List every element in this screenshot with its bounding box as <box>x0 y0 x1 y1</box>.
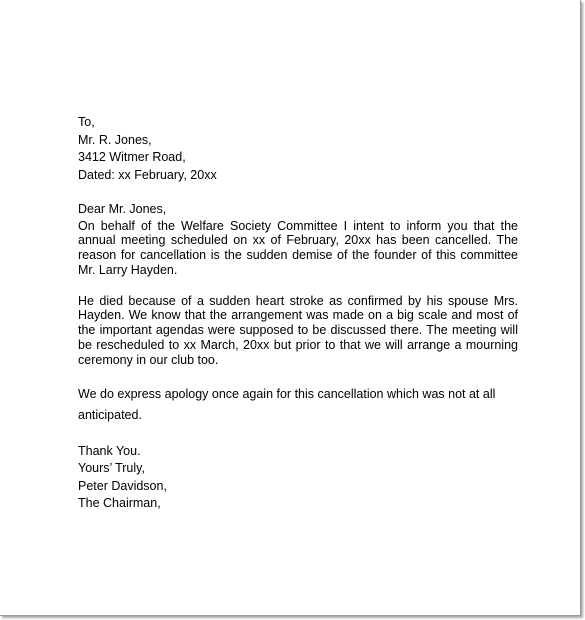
signer-title: The Chairman, <box>78 496 161 511</box>
closing-regards: Yours’ Truly, <box>78 461 145 476</box>
recipient-to: To, <box>78 115 95 129</box>
closing-thanks: Thank You. <box>78 443 141 458</box>
paragraph-cancellation: On behalf of the Welfare Society Committee I intent to inform you that the annual meeting scheduled on xx of February, 20xx has been cancelled. The reason for cancellation is the sudden demise of the founder of this committee Mr. Larry Hayden. <box>78 218 518 277</box>
salutation: Dear Mr. Jones, <box>78 202 167 216</box>
recipient-address: 3412 Witmer Road, <box>78 150 186 164</box>
paragraph-apology: We do express apology once again for this cancellation which was not at all anticipated. <box>78 386 496 422</box>
signer-name: Peter Davidson, <box>78 478 167 493</box>
letter-body <box>78 114 518 513</box>
letter-date: Dated: xx February, 20xx <box>78 167 217 182</box>
recipient-name: Mr. R. Jones, <box>78 132 152 147</box>
paragraph-details: He died because of a sudden heart stroke as confirmed by his spouse Mrs. Hayden. We know that the arrangement was made on a big scale and most of the important agendas were supposed to be discussed there. The meeting will be rescheduled to xx March, 20xx but prior to that we will arrange a mourning ceremony in our club too. <box>78 293 518 367</box>
